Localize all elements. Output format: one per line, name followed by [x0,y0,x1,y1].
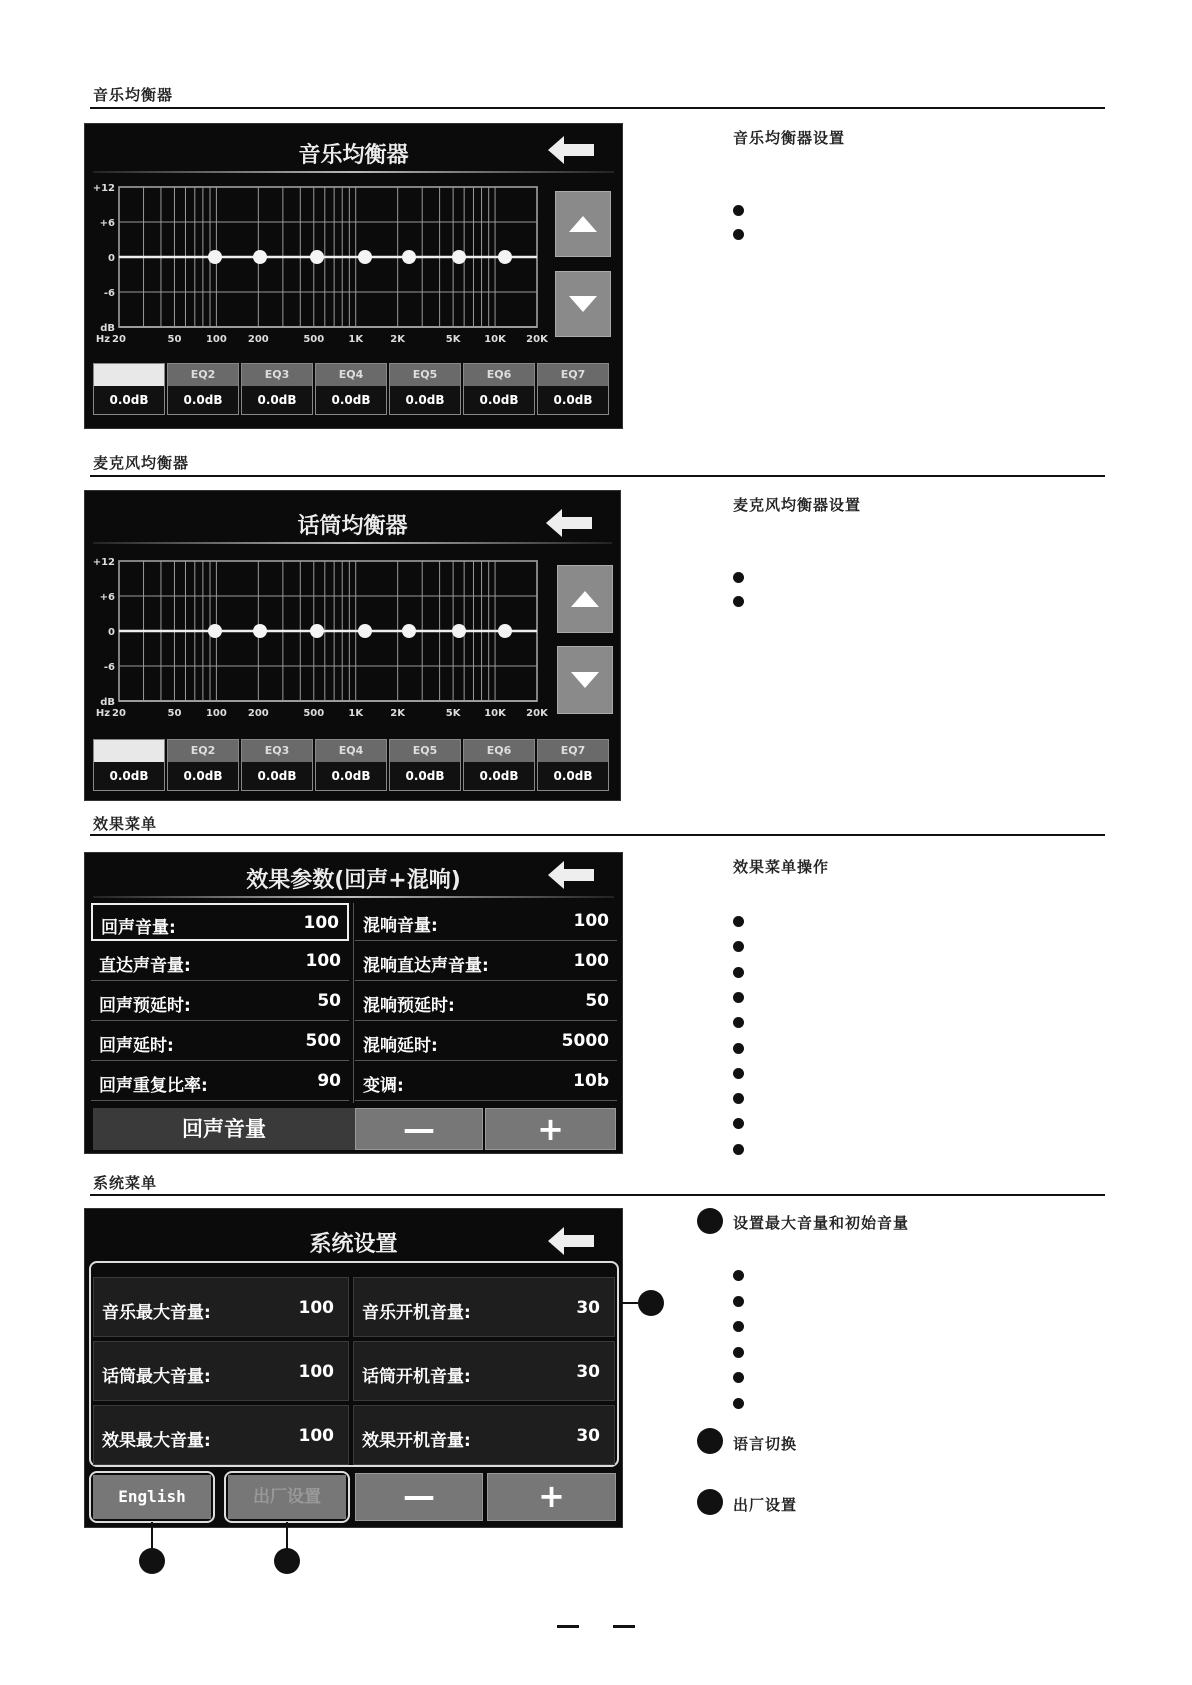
y-tick-label: -6 [103,662,115,673]
setting-label: 话筒开机音量: [362,1367,471,1387]
section-divider [90,834,1105,836]
triangle-up-icon [556,192,610,256]
x-tick-label: 5K [445,708,461,719]
eq-band-handle[interactable] [358,250,372,264]
minus-button[interactable]: — [355,1473,483,1521]
effect-param-row[interactable] [91,1063,349,1101]
eq-band-button[interactable] [241,363,313,415]
english-button[interactable]: English [93,1475,211,1519]
param-value: 5000 [561,1031,609,1051]
callout-marker-3 [274,1548,300,1574]
bullet [733,1118,744,1129]
param-label: 混响音量: [363,916,438,936]
section-heading-effects: 效果菜单 [93,815,158,833]
eq-band-value: 0.0dB [331,393,371,407]
bullet [733,229,744,240]
effect-param-row[interactable] [91,903,349,941]
volume-setting-row[interactable] [353,1405,615,1465]
param-label: 回声预延时: [99,996,191,1016]
eq-band-handle[interactable] [402,624,416,638]
setting-value: 100 [298,1298,334,1318]
x-tick-label: 10K [484,334,506,345]
y-tick-label: +6 [99,592,115,603]
eq-band-value: 0.0dB [109,769,149,783]
effects-screenshot [84,852,623,1154]
y-tick-label: dB [100,697,115,708]
effect-param-row[interactable] [355,1063,617,1101]
x-tick-label: 100 [205,708,227,719]
param-label: 混响直达声音量: [363,956,489,976]
x-tick-label: 200 [247,708,269,719]
bullet [733,1068,744,1079]
bullet [733,916,744,927]
desc-title-volume: 设置最大音量和初始音量 [733,1214,910,1232]
param-label: 回声延时: [99,1036,174,1056]
eq-band-button[interactable] [93,739,165,791]
selected-param-label: 回声音量 [93,1108,355,1150]
x-tick-label: 20 [112,334,126,345]
eq-band-name: EQ2 [168,740,238,762]
eq-band-name: EQ6 [464,740,534,762]
volume-setting-row[interactable] [93,1341,349,1401]
table-divider [353,903,354,1103]
x-tick-label: 100 [205,334,227,345]
mic-eq-screenshot [84,490,621,801]
eq-band-value: 0.0dB [183,393,223,407]
up-button[interactable] [555,191,611,257]
desc-title-effects: 效果菜单操作 [733,858,830,876]
y-tick-label: +6 [99,218,115,229]
eq-band-button[interactable] [463,739,535,791]
title-underline [93,542,612,544]
eq-band-handle[interactable] [208,250,222,264]
title-underline [93,171,614,173]
param-value: 100 [573,951,609,971]
desc-marker-3 [697,1489,723,1515]
callout-line [620,1302,638,1304]
triangle-up-icon [558,566,612,632]
eq-band-name: EQ1 [94,364,164,386]
x-tick-label: 5K [445,334,461,345]
callout-marker-2 [139,1548,165,1574]
page-number-mark [557,1625,579,1628]
eq-band-button[interactable] [241,739,313,791]
x-tick-label: 20K [526,708,548,719]
x-tick-label: 500 [303,708,325,719]
factory-reset-button[interactable]: 出厂设置 [228,1475,346,1519]
system-screenshot [84,1208,623,1528]
setting-label: 音乐最大音量: [102,1303,211,1323]
desc-title-language: 语言切换 [733,1435,798,1453]
eq-band-handle[interactable] [402,250,416,264]
setting-value: 100 [298,1362,334,1382]
param-value: 10b [573,1071,609,1091]
up-button[interactable] [557,565,613,633]
y-tick-label: dB [100,323,115,334]
eq-graph [85,179,548,354]
eq-band-button[interactable] [389,739,461,791]
desc-marker-1 [697,1208,723,1234]
eq-band-handle[interactable] [358,624,372,638]
screen-title: 话筒均衡器 [297,514,408,539]
effect-param-row[interactable] [355,903,617,941]
setting-label: 音乐开机音量: [362,1303,471,1323]
param-value: 100 [573,911,609,931]
section-heading-music-eq: 音乐均衡器 [93,86,174,104]
title-underline [93,896,614,898]
setting-value: 100 [298,1426,334,1446]
section-heading-system: 系统菜单 [93,1174,158,1192]
x-tick-label: 50 [167,708,182,719]
bullet [733,1296,744,1307]
param-value: 500 [305,1031,341,1051]
effect-param-row[interactable] [355,1023,617,1061]
eq-band-handle[interactable] [310,250,324,264]
eq-band-button[interactable] [463,363,535,415]
eq-band-value: 0.0dB [183,769,223,783]
bullet [733,1398,744,1409]
bullet [733,1321,744,1332]
plus-button[interactable]: + [485,1108,616,1150]
eq-band-handle[interactable] [452,624,466,638]
eq-band-name: EQ2 [168,364,238,386]
eq-band-value: 0.0dB [109,393,149,407]
eq-band-button[interactable] [315,739,387,791]
bullet [733,572,744,583]
plus-button[interactable]: + [487,1473,616,1521]
minus-button[interactable]: — [355,1108,483,1150]
eq-band-value: 0.0dB [479,393,519,407]
x-tick-label: 1K [348,334,364,345]
setting-value: 30 [576,1298,600,1318]
y-tick-label: +12 [92,183,115,194]
eq-band-button[interactable] [537,363,609,415]
param-label: 混响延时: [363,1036,438,1056]
eq-band-button[interactable] [537,739,609,791]
effect-param-row[interactable] [91,943,349,981]
eq-band-name: EQ5 [390,740,460,762]
x-tick-label: 1K [348,708,364,719]
y-tick-label: 0 [108,253,115,264]
bullet [733,967,744,978]
bullet [733,1093,744,1104]
eq-band-value: 0.0dB [553,393,593,407]
y-tick-label: -6 [103,288,115,299]
eq-band-button[interactable] [167,363,239,415]
screen-title: 效果参数(回声+混响) [246,868,461,893]
desc-marker-2 [697,1428,723,1454]
x-tick-label: Hz [95,334,111,345]
setting-value: 30 [576,1362,600,1382]
x-tick-label: 2K [390,334,406,345]
effect-param-row[interactable] [355,943,617,981]
y-tick-label: 0 [108,627,115,638]
eq-band-name: EQ6 [464,364,534,386]
section-divider [90,107,1105,109]
effect-param-row[interactable] [91,983,349,1021]
music-eq-screenshot [84,123,623,429]
x-tick-label: 20 [112,708,126,719]
section-divider [90,475,1105,477]
volume-setting-row[interactable] [353,1341,615,1401]
back-arrow-icon[interactable] [548,1227,596,1255]
section-heading-mic-eq: 麦克风均衡器 [93,454,190,472]
setting-label: 效果开机音量: [362,1431,471,1451]
param-value: 50 [585,991,609,1011]
param-value: 50 [317,991,341,1011]
setting-label: 效果最大音量: [102,1431,211,1451]
bullet [733,941,744,952]
triangle-down-icon [556,272,610,336]
down-button[interactable] [555,271,611,337]
callout-marker-1 [638,1290,664,1316]
eq-band-handle[interactable] [253,624,267,638]
bullet [733,1043,744,1054]
back-arrow-icon[interactable] [548,136,596,164]
volume-setting-row[interactable] [93,1277,349,1337]
param-label: 回声重复比率: [99,1076,208,1096]
bullet [733,1017,744,1028]
eq-band-name: EQ4 [316,740,386,762]
eq-band-button[interactable] [389,363,461,415]
x-tick-label: 50 [167,334,182,345]
bullet [733,205,744,216]
screen-title: 系统设置 [309,1232,398,1257]
bullet [733,1144,744,1155]
eq-band-name: EQ7 [538,740,608,762]
volume-setting-row[interactable] [93,1405,349,1465]
bullet [733,992,744,1003]
back-arrow-icon[interactable] [546,509,594,537]
eq-band-value: 0.0dB [405,393,445,407]
eq-band-value: 0.0dB [257,769,297,783]
eq-band-handle[interactable] [452,250,466,264]
x-tick-label: 2K [390,708,406,719]
volume-setting-row[interactable] [353,1277,615,1337]
param-label: 回声音量: [101,918,176,938]
eq-band-name: EQ7 [538,364,608,386]
desc-title-mic-eq: 麦克风均衡器设置 [733,496,862,514]
eq-band-value: 0.0dB [553,769,593,783]
desc-title-factory: 出厂设置 [733,1496,798,1514]
x-tick-label: 500 [303,334,325,345]
page-number-mark [613,1625,635,1628]
eq-band-name: EQ3 [242,364,312,386]
bullet [733,1347,744,1358]
setting-value: 30 [576,1426,600,1446]
y-tick-label: +12 [92,557,115,568]
eq-band-button[interactable] [167,739,239,791]
eq-band-button[interactable] [93,363,165,415]
effect-param-row[interactable] [91,1023,349,1061]
back-arrow-icon[interactable] [548,861,596,889]
effect-param-row[interactable] [355,983,617,1021]
x-tick-label: 200 [247,334,269,345]
bullet [733,1270,744,1281]
eq-band-name: EQ5 [390,364,460,386]
eq-band-name: EQ1 [94,740,164,762]
eq-band-handle[interactable] [310,624,324,638]
eq-graph [85,553,548,728]
screen-title: 音乐均衡器 [298,143,409,168]
eq-band-handle[interactable] [208,624,222,638]
param-label: 混响预延时: [363,996,455,1016]
bullet [733,1372,744,1383]
eq-band-value: 0.0dB [479,769,519,783]
eq-band-value: 0.0dB [405,769,445,783]
param-value: 100 [303,913,339,933]
eq-band-handle[interactable] [498,624,512,638]
down-button[interactable] [557,646,613,714]
x-tick-label: Hz [95,708,111,719]
eq-band-handle[interactable] [498,250,512,264]
param-value: 100 [305,951,341,971]
param-label: 变调: [363,1076,404,1096]
setting-label: 话筒最大音量: [102,1367,211,1387]
triangle-down-icon [558,647,612,713]
section-divider [90,1194,1105,1196]
desc-title-music-eq: 音乐均衡器设置 [733,129,846,147]
eq-band-value: 0.0dB [331,769,371,783]
param-value: 90 [317,1071,341,1091]
eq-band-button[interactable] [315,363,387,415]
x-tick-label: 10K [484,708,506,719]
x-tick-label: 20K [526,334,548,345]
param-label: 直达声音量: [99,956,191,976]
eq-band-value: 0.0dB [257,393,297,407]
eq-band-name: EQ3 [242,740,312,762]
bullet [733,596,744,607]
eq-band-name: EQ4 [316,364,386,386]
eq-band-handle[interactable] [253,250,267,264]
